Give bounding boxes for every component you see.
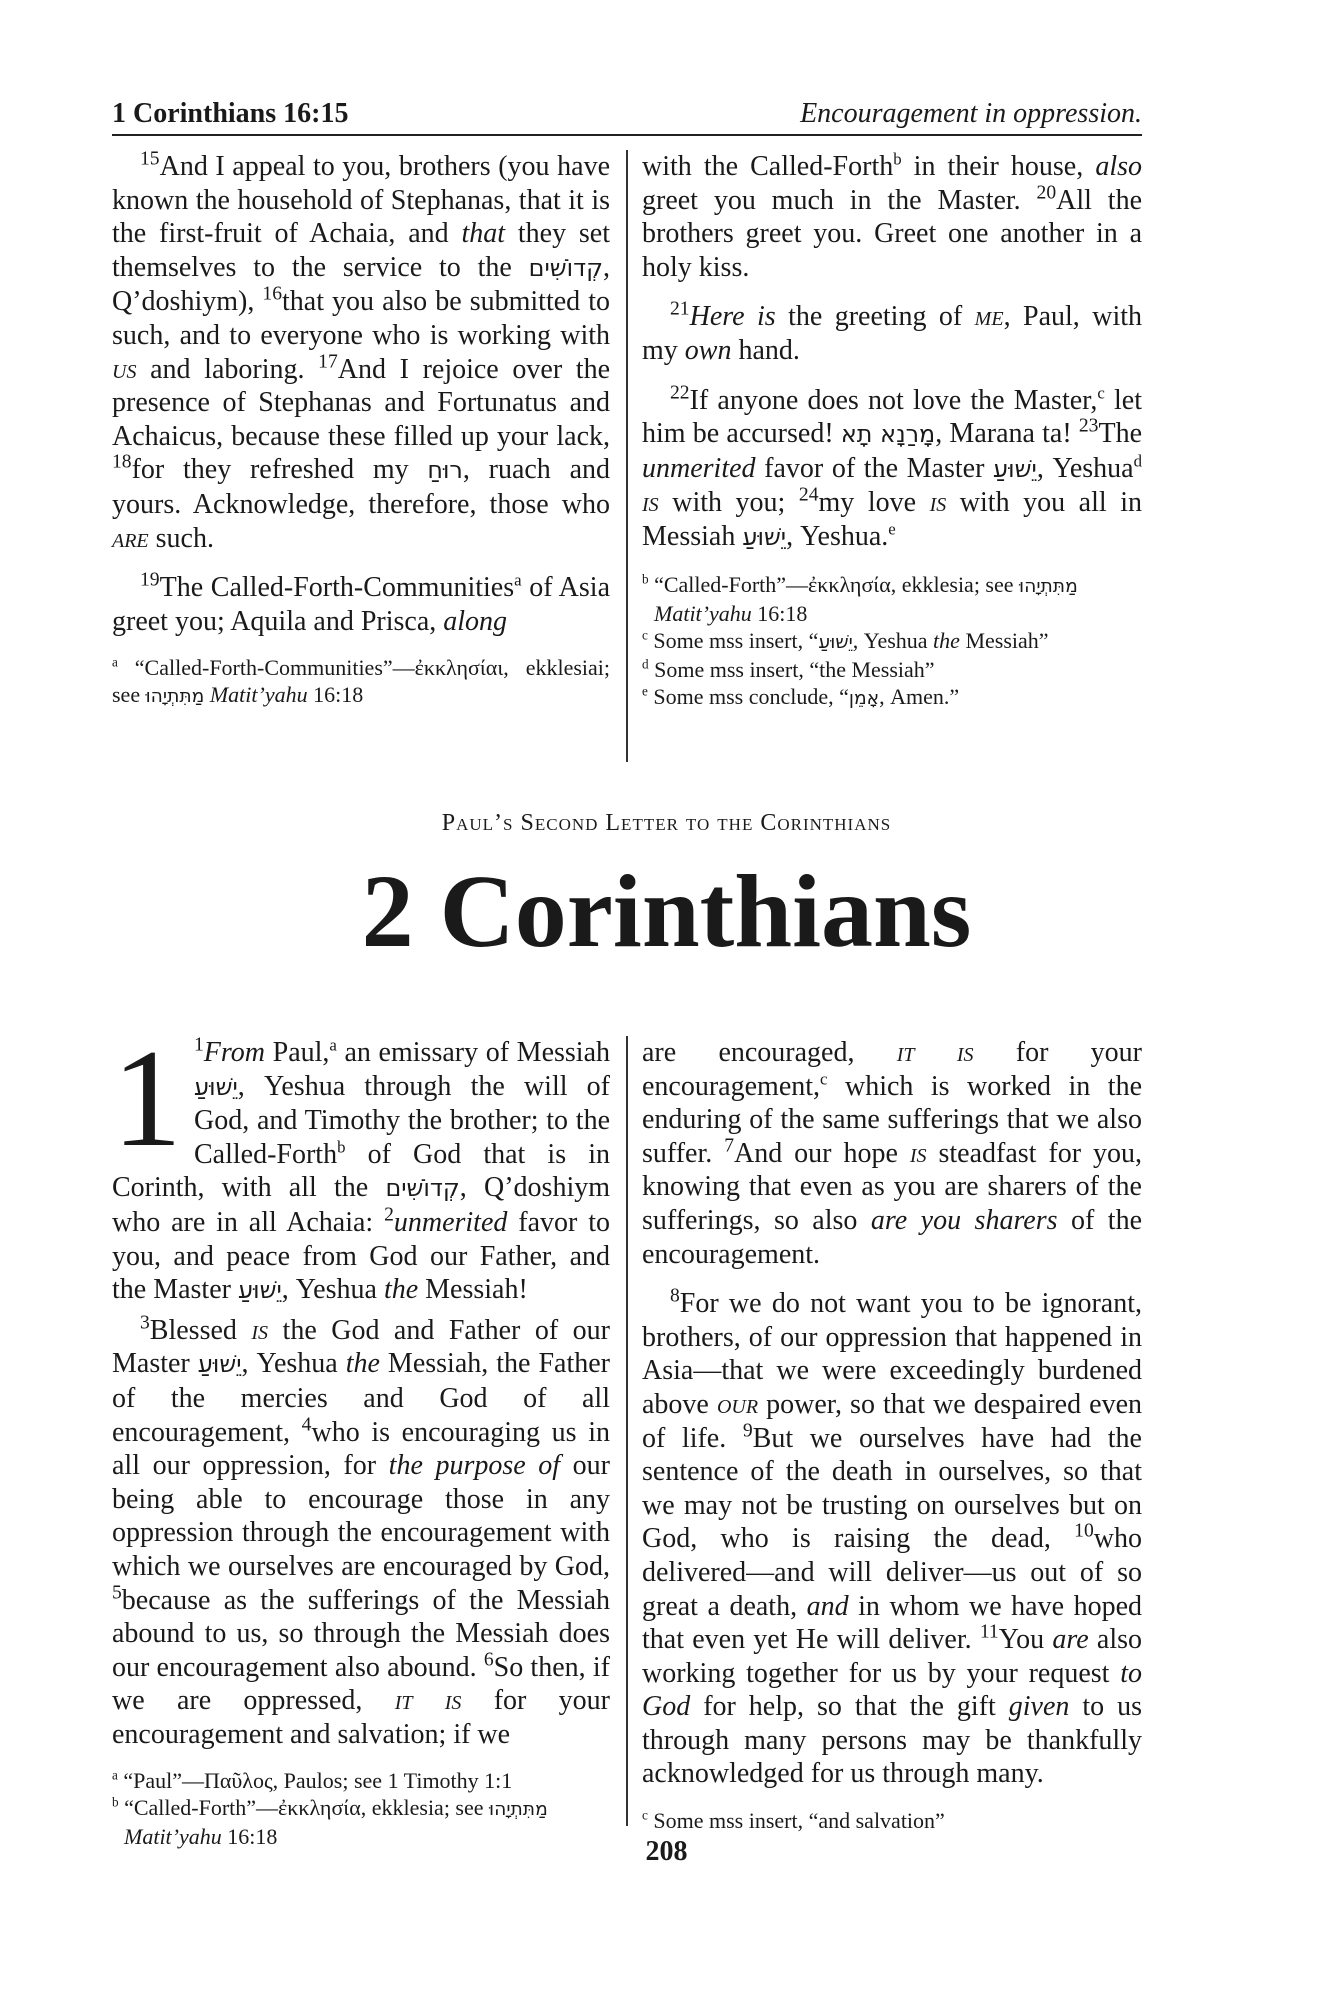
footnotes-top-left: $^a$ “Called-Forth-Communities”—ἐκκλησίαι, ekklesiai; see מַתִּתְיָהוּ Matit’yahu 16:18 — [112, 654, 610, 708]
header-reference: 1 Corinthians 16:15 — [112, 98, 349, 129]
bottom-right-column — [642, 1036, 1142, 1834]
verses-8-11: $^8$For we do not want you to be ignorant, brothers, of our oppression that happened in Asia—that we were exceedingly burdened above our power, so that we despaired even of life. $^9$But we ourselves have had the sentence of the death in ourselves, so that we may not be trusting on ourselves but on God, who is raising the dead, $^{10}$who delivered—and will deliver—us out of so great a death, and in whom we have hoped that even yet He will deliver. $^{11}$You are also working together for us by your request to God for help, so that the gift given to us through many persons may be thankfully acknowledged for us through many. — [642, 1285, 1143, 1790]
header-topic: Encouragement in oppression. — [800, 98, 1142, 129]
verse-19: $^{19}$The Called-Forth-Communities$^a$ of Asia greet you; Aquila and Prisca, along — [112, 569, 610, 637]
footnotes-bottom-left: $^a$ “Paul”—Παῦλος, Paulos; see 1 Timothy 1:1 $^b$ “Called-Forth”—ἐκκλησία, ekklesia; see מַתִּתְיָהוּ Matit’yahu 16:18 — [112, 1768, 548, 1850]
bottom-left-column — [112, 1021, 611, 1850]
verse-22: $^{22}$If anyone does not love the Master,$^c$ let him be accursed! מָרַנָא תָא, Marana ta! $^{23}$The unmerited favor of the Master יֵשׁוּעַ, Yeshua$^d$ is with you; $^{24}$my love is with you all in Messiah יֵשׁוּעַ, Yeshua.$^e$ — [642, 382, 1142, 552]
column-divider-bottom — [626, 1036, 628, 1826]
footnotes-top-right: $^b$ “Called-Forth”—ἐκκλησία, ekklesia; see מַתִּתְיָהוּ Matit’yahu 16:18 $^c$ Some mss insert, “יֵשׁוּעַ, Yeshua the Messiah” $^d$ Some mss insert, “the Messiah” $^e$ Some mss conclude, “אָמֵן, Amen.” — [642, 571, 1078, 709]
top-left-column — [112, 150, 610, 710]
column-divider-top — [626, 150, 628, 762]
top-right-column — [642, 150, 1142, 712]
verse-15: $^{15}$And I appeal to you, brothers (you have known the household of Stephanas, that it is the first-fruit of Achaia, and that they set themselves to the service to the קְדוֹשִׁים, Q’doshiym), $^{16}$that you also be submitted to such, and to everyone who is working with us and laboring. $^{17}$And I rejoice over the presence of Stephanas and Fortunatus and Achaicus, because these filled up your lack, $^{18}$for they refreshed my רוּחַ, ruach and yours. Acknowledge, therefore, those who are such. — [112, 148, 610, 554]
chapter-number: 1 — [112, 1021, 182, 1176]
book-subtitle: Paul’s Second Letter to the Corinthians — [441, 810, 892, 836]
verse-19-cont: with the Called-Forth$^b$ in their house, also greet you much in the Master. $^{20}$All the brothers greet you. Greet one another in a holy kiss. — [642, 149, 1142, 283]
verses-3-6: $^3$Blessed is the God and Father of our Master יֵשׁוּעַ, Yeshua the Messiah, the Father of the mercies and God of all encouragement, $^4$who is encouraging us in all our oppression, for the purpose of our being able to encourage those in any oppression through the encouragement with which we ourselves are encouraged by God, $^5$because as the sufferings of the Messiah abound to us, so through the Messiah does our encouragement also abound. $^6$So then, if we are oppressed, it is for your encouragement and salvation; if we — [112, 1312, 610, 1750]
page-number: 208 — [645, 1836, 688, 1867]
verse-21: $^{21}$Here is the greeting of me, Paul, with my own hand. — [642, 299, 1142, 366]
book-title: 2 Corinthians — [361, 854, 972, 969]
running-header — [112, 96, 1142, 136]
footnotes-bottom-right: $^c$ Some mss insert, “and salvation” — [642, 1807, 945, 1834]
verses-6-7: are encouraged, it is for your encouragement,$^c$ which is worked in the enduring of the same sufferings that we also suffer. $^7$And our hope is steadfast for you, knowing that even as you are sharers of the sufferings, so also are you sharers of the encouragement. — [642, 1037, 1143, 1270]
verses-1-2: 1 $^1$From Paul,$^a$ an emissary of Messiah יֵשׁוּעַ, Yeshua through the will of God, and Timothy the brother; to the Called-Forth$^b$ of God that is in Corinth, with all the קְדוֹשִׁים, Q’doshiym who are in all Achaia: $^2$unmerited favor to you, and peace from God our Father, and the Master יֵשׁוּעַ, Yeshua the Messiah! — [112, 1021, 611, 1306]
